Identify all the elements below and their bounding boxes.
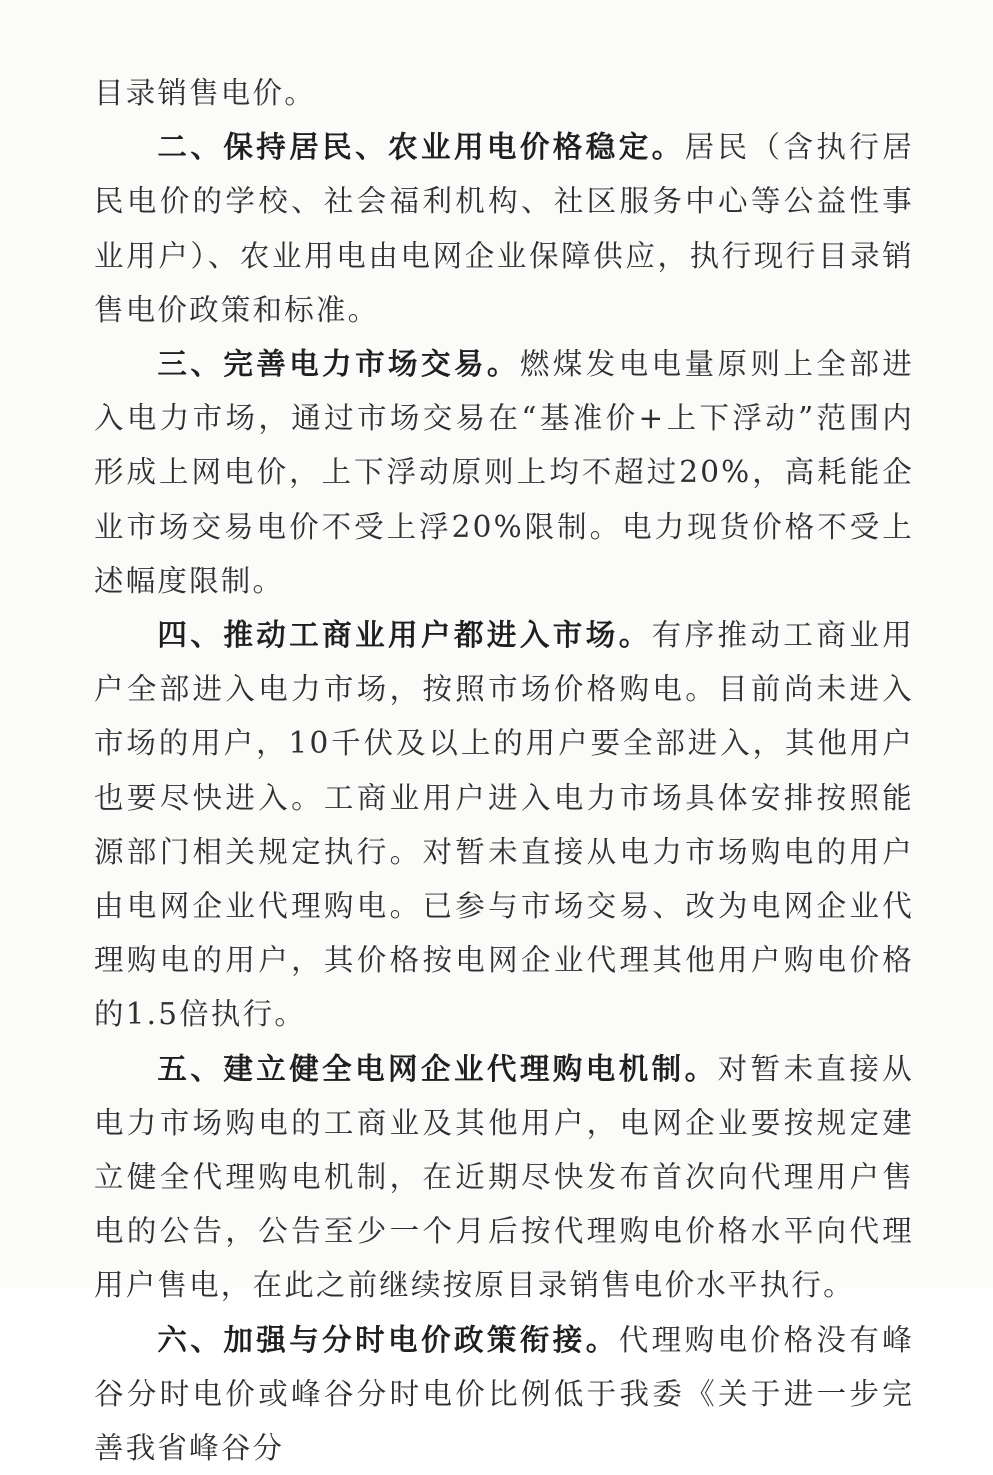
section-3-paragraph [94, 337, 914, 608]
section-2-body: 居民（含执行居民电价的学校、社会福利机构、社区服务中心等公益性事业用户）、农业用电由电网企业保障供应，执行现行目录销售电价政策和标准。 [94, 130, 915, 327]
section-6-paragraph [94, 1313, 914, 1475]
section-5-body: 对暂未直接从电力市场购电的工商业及其他用户，电网企业要按规定建立健全代理购电机制，在近期尽快发布首次向代理用户售电的公告，公告至少一个月后按代理购电价格水平向代理用户售电，在此之前继续按原目录销售电价水平执行。 [94, 1051, 915, 1303]
section-4-heading: 四、推动工商业用户都进入市场。 [157, 618, 652, 653]
section-6-body: 代理购电价格没有峰谷分时电价或峰谷分时电价比例低于我委《关于进一步完善我省峰谷分 [94, 1322, 914, 1466]
section-4-paragraph [94, 608, 914, 1042]
section-4-body: 有序推动工商业用户全部进入电力市场，按照市场价格购电。目前尚未进入市场的用户，10千伏及以上的用户要全部进入，其他用户也要尽快进入。工商业用户进入电力市场具体安排按照能源部门相关规定执行。对暂未直接从电力市场购电的用户由电网企业代理购电。已参与市场交易、改为电网企业代理购电的用户，其价格按电网企业代理其他用户购电价格的1.5倍执行。 [94, 618, 914, 1032]
section-6-heading: 六、加强与分时电价政策衔接。 [157, 1322, 619, 1357]
section-5-heading: 五、建立健全电网企业代理购电机制。 [157, 1051, 718, 1086]
section-3-heading: 三、完善电力市场交易。 [157, 347, 520, 382]
document-body [94, 66, 914, 1475]
intro-tail-paragraph: 目录销售电价。 [94, 76, 316, 110]
section-2-heading: 二、保持居民、农业用电价格稳定。 [157, 130, 685, 165]
section-3-body: 燃煤发电电量原则上全部进入电力市场，通过市场交易在“基准价+上下浮动”范围内形成上网电价，上下浮动原则上均不超过20%，高耗能企业市场交易电价不受上浮20%限制。电力现货价格不受上述幅度限制。 [94, 347, 914, 598]
section-5-paragraph [94, 1042, 914, 1313]
section-2-paragraph [94, 120, 914, 337]
